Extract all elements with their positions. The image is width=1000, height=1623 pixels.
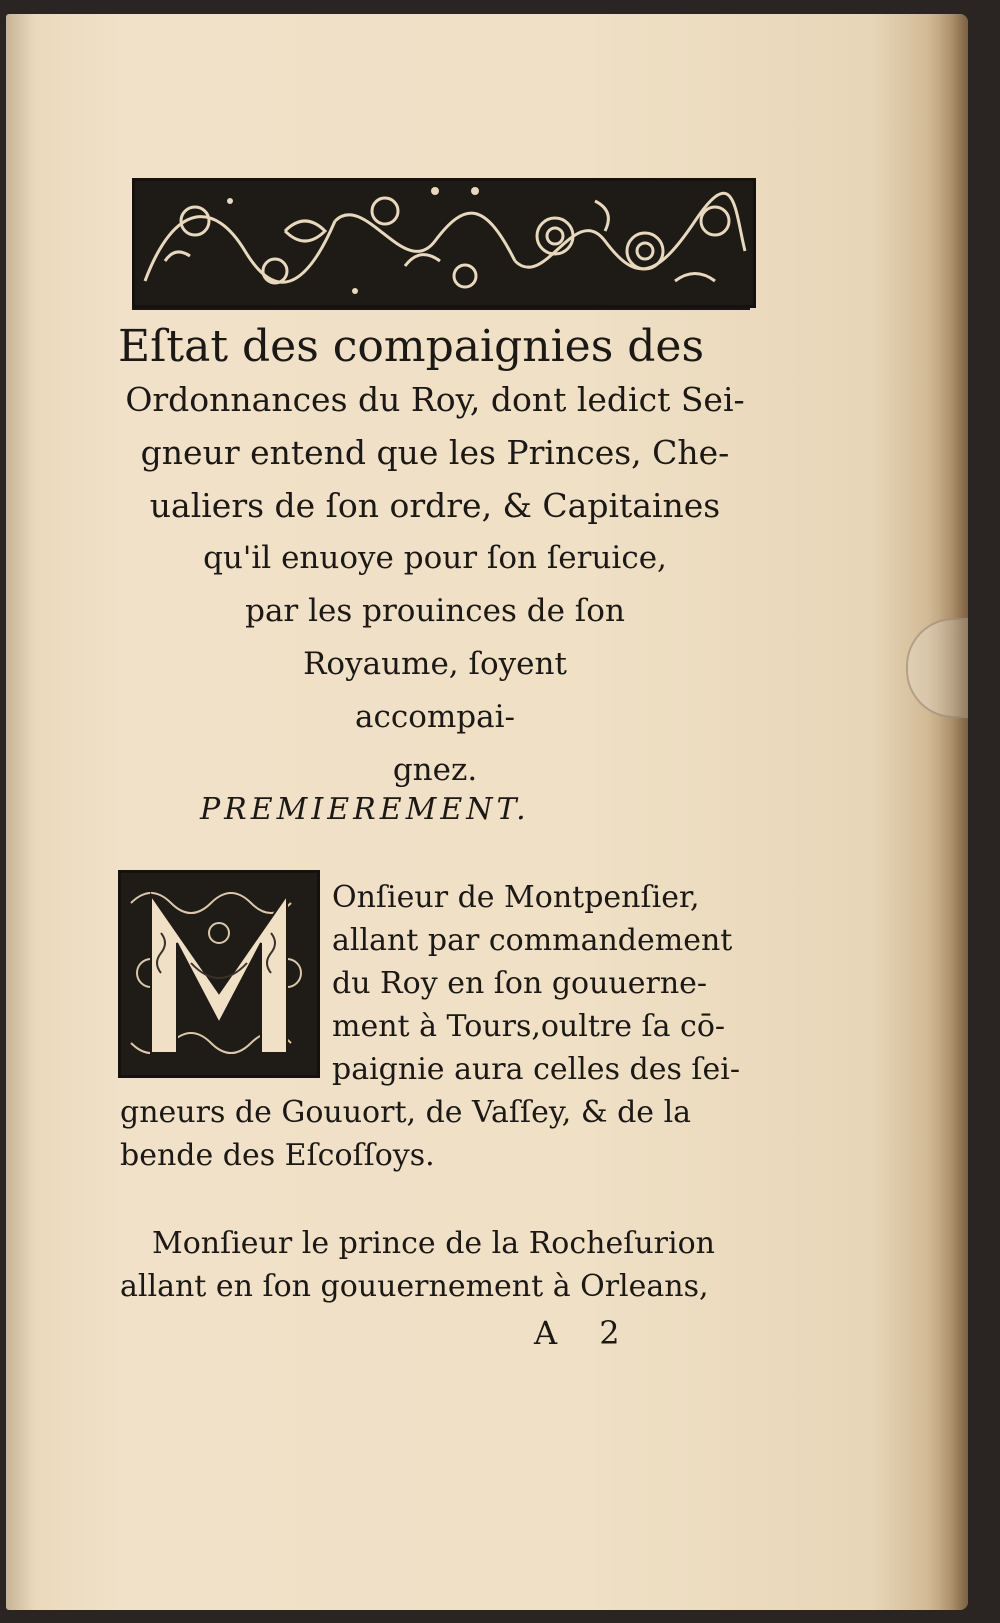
title-line: gneur entend que les Princes, Che- — [140, 433, 730, 472]
title-line: Ordonnances du Roy, dont ledict Sei- — [125, 380, 745, 419]
paragraph-first-continuation — [120, 1091, 750, 1177]
page-edge-shadow — [928, 14, 968, 1610]
paragraph-line: paignie aura celles des ſei- — [332, 1052, 740, 1087]
title-line: ualiers de ſon ordre, & Capitaines — [149, 486, 721, 525]
signature-mark: A 2 — [534, 1314, 636, 1352]
paragraph-line: du Roy en ſon gouuerne- — [332, 966, 708, 1001]
paragraph-line: allant par commandement — [332, 923, 733, 958]
paragraph-line: bende des Eſcoſſoys. — [120, 1138, 435, 1173]
paragraph-second — [120, 1222, 750, 1308]
headpiece-rule — [132, 308, 750, 310]
paragraph-line: gneurs de Gouuort, de Vaſſey, & de la — [120, 1095, 692, 1130]
title-line: par les prouinces de ſon — [245, 593, 625, 629]
title-line: accompai- — [355, 699, 515, 735]
title-line: qu'il enuoye pour ſon ſeruice, — [203, 540, 667, 576]
paragraph-line: Monſieur le prince de la Rocheſurion — [152, 1226, 715, 1261]
title-block — [110, 320, 760, 797]
decorated-initial-m-icon — [118, 870, 320, 1078]
paragraph-first-beside-initial — [332, 876, 752, 1091]
title-line: Royaume, ſoyent — [303, 646, 567, 682]
floral-woodcut-ornament-icon — [132, 178, 756, 308]
paragraph-line: allant en ſon gouuernement à Orleans, — [120, 1269, 709, 1304]
page-clip — [906, 618, 968, 718]
paragraph-line: Onſieur de Montpenſier, — [332, 880, 700, 915]
title-line: gnez. — [392, 752, 478, 788]
paragraph-line: ment à Tours,oultre ſa cō- — [332, 1009, 726, 1044]
section-heading: PREMIEREMENT. — [200, 792, 530, 827]
title-line: Eſtat des compaignies des — [118, 321, 705, 372]
